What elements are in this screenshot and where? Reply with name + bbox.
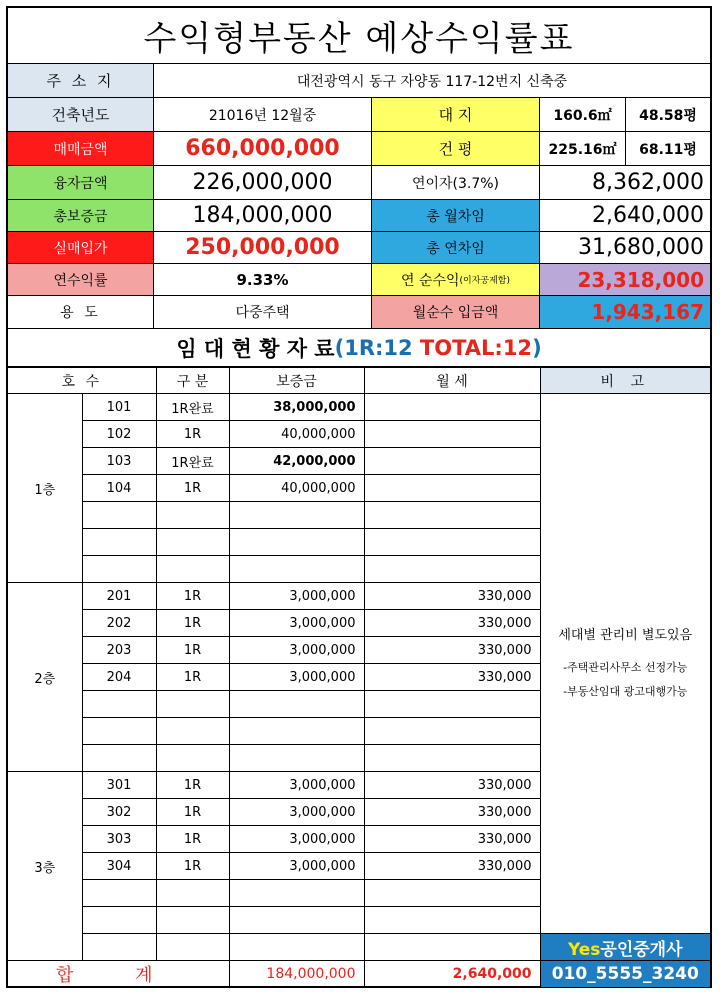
rent-table [8, 367, 710, 988]
room-deposit: 3,000,000 [229, 799, 364, 826]
room-no: 102 [82, 421, 156, 448]
room-deposit: 40,000,000 [229, 421, 364, 448]
net-income-label [372, 264, 540, 296]
room-type: 1R완료 [156, 394, 229, 421]
room-rent: 330,000 [364, 853, 540, 880]
floor-label-3: 3층 [8, 772, 82, 961]
header-notes: 비 고 [540, 368, 710, 394]
table-row [8, 394, 710, 421]
land-pyeong: 48.58평 [626, 98, 710, 132]
room-rent [364, 421, 540, 448]
room-no [82, 880, 156, 907]
room-no: 101 [82, 394, 156, 421]
annual-interest-value: 8,362,000 [540, 166, 710, 200]
rent-section-title [8, 329, 710, 367]
room-no [82, 934, 156, 961]
yield-sheet [6, 6, 712, 988]
room-type [156, 745, 229, 772]
total-label: 합 계 [8, 961, 229, 988]
room-deposit [229, 502, 364, 529]
room-rent [364, 745, 540, 772]
room-rent [364, 934, 540, 961]
monthly-rent-value: 2,640,000 [540, 200, 710, 232]
room-no [82, 529, 156, 556]
notes-cell [540, 394, 710, 934]
room-rent [364, 907, 540, 934]
land-m2: 160.6㎡ [540, 98, 626, 132]
room-rent [364, 475, 540, 502]
monthly-rent-label: 총 월차임 [372, 200, 540, 232]
total-rent: 2,640,000 [364, 961, 540, 988]
room-no [82, 745, 156, 772]
room-no [82, 718, 156, 745]
room-deposit: 3,000,000 [229, 583, 364, 610]
sale-price-value: 660,000,000 [154, 132, 372, 166]
room-no [82, 691, 156, 718]
room-type: 1R [156, 610, 229, 637]
room-deposit [229, 934, 364, 961]
floor-label-1: 1층 [8, 394, 82, 583]
room-no: 202 [82, 610, 156, 637]
room-no: 302 [82, 799, 156, 826]
room-no [82, 907, 156, 934]
room-rent [364, 691, 540, 718]
agency-name: 공인중개사 [600, 939, 683, 960]
room-rent [364, 529, 540, 556]
room-rent: 330,000 [364, 799, 540, 826]
annual-rent-value: 31,680,000 [540, 232, 710, 264]
annual-rent-label: 총 연차임 [372, 232, 540, 264]
net-income-label-note: (이자공제함) [459, 276, 511, 286]
room-type: 1R [156, 664, 229, 691]
built-value: 21016년 12월중 [154, 98, 372, 132]
net-income-label-main: 연 순수익 [400, 272, 460, 289]
address-value: 대전광역시 동구 자양동 117-12번지 신축중 [154, 64, 710, 98]
sale-price-label: 매매금액 [8, 132, 154, 166]
room-no [82, 502, 156, 529]
room-deposit [229, 556, 364, 583]
built-label: 건축년도 [8, 98, 154, 132]
room-deposit: 3,000,000 [229, 826, 364, 853]
room-rent: 330,000 [364, 637, 540, 664]
room-rent: 330,000 [364, 772, 540, 799]
monthly-net-label: 월순수 입금액 [372, 296, 540, 329]
room-no: 203 [82, 637, 156, 664]
room-type: 1R [156, 637, 229, 664]
notes-line-2: -주택관리사무소 선정가능 [563, 661, 688, 674]
room-deposit: 3,000,000 [229, 853, 364, 880]
floor-area-label: 건 평 [372, 132, 540, 166]
room-deposit [229, 529, 364, 556]
notes-line-1: 세대별 관리비 별도있음 [558, 628, 693, 643]
header-type: 구 분 [156, 368, 229, 394]
net-income-value: 23,318,000 [540, 264, 710, 296]
room-no: 201 [82, 583, 156, 610]
room-rent [364, 502, 540, 529]
room-type [156, 502, 229, 529]
address-label: 주 소 지 [8, 64, 154, 98]
room-deposit: 3,000,000 [229, 772, 364, 799]
annual-interest-label: 연이자(3.7%) [372, 166, 540, 200]
notes-line-3: -부동산임대 광고대행가능 [563, 685, 688, 698]
room-no: 303 [82, 826, 156, 853]
room-deposit: 40,000,000 [229, 475, 364, 502]
floor-label-2: 2층 [8, 583, 82, 772]
room-type [156, 907, 229, 934]
room-deposit [229, 880, 364, 907]
room-deposit [229, 907, 364, 934]
room-type: 1R [156, 799, 229, 826]
deposit-total-label: 총보증금 [8, 200, 154, 232]
room-type: 1R완료 [156, 448, 229, 475]
rent-header-row [8, 368, 710, 394]
header-room-no: 호 수 [8, 368, 156, 394]
loan-label: 융자금액 [8, 166, 154, 200]
actual-price-value: 250,000,000 [154, 232, 372, 264]
room-type [156, 880, 229, 907]
loan-value: 226,000,000 [154, 166, 372, 200]
usage-value: 다중주택 [154, 296, 372, 329]
deposit-total-value: 184,000,000 [154, 200, 372, 232]
room-no: 301 [82, 772, 156, 799]
room-rent: 330,000 [364, 583, 540, 610]
room-deposit [229, 745, 364, 772]
agency-yes-cell [540, 934, 710, 961]
room-rent [364, 448, 540, 475]
room-rent [364, 718, 540, 745]
agency-phone: 010_5555_3240 [540, 961, 710, 988]
rent-title-total: TOTAL:12 [419, 335, 533, 360]
page-title: 수익형부동산 예상수익률표 [8, 8, 710, 64]
room-deposit: 3,000,000 [229, 637, 364, 664]
room-deposit: 42,000,000 [229, 448, 364, 475]
room-deposit: 3,000,000 [229, 610, 364, 637]
floor-area-m2: 225.16㎡ [540, 132, 626, 166]
table-row [8, 934, 710, 961]
rent-title-main: 임 대 현 황 자 료 [176, 336, 335, 361]
room-type [156, 691, 229, 718]
room-deposit: 38,000,000 [229, 394, 364, 421]
room-deposit: 3,000,000 [229, 664, 364, 691]
room-type: 1R [156, 826, 229, 853]
floor-area-pyeong: 68.11평 [626, 132, 710, 166]
room-no: 204 [82, 664, 156, 691]
room-rent [364, 556, 540, 583]
room-rent [364, 394, 540, 421]
room-rent: 330,000 [364, 610, 540, 637]
total-row [8, 961, 710, 988]
room-type [156, 556, 229, 583]
total-deposit: 184,000,000 [229, 961, 364, 988]
room-type: 1R [156, 853, 229, 880]
room-type [156, 934, 229, 961]
room-deposit [229, 691, 364, 718]
room-type: 1R [156, 772, 229, 799]
actual-price-label: 실매입가 [8, 232, 154, 264]
yield-label: 연수익률 [8, 264, 154, 296]
room-type: 1R [156, 421, 229, 448]
room-type: 1R [156, 583, 229, 610]
header-rent: 월 세 [364, 368, 540, 394]
monthly-net-value: 1,943,167 [540, 296, 710, 329]
room-rent: 330,000 [364, 826, 540, 853]
room-type [156, 529, 229, 556]
room-no [82, 556, 156, 583]
room-no: 103 [82, 448, 156, 475]
room-rent [364, 880, 540, 907]
yield-value: 9.33% [154, 264, 372, 296]
header-deposit: 보증금 [229, 368, 364, 394]
land-label: 대 지 [372, 98, 540, 132]
room-deposit [229, 718, 364, 745]
rent-title-r1: 1R:12 [344, 335, 413, 360]
room-type: 1R [156, 475, 229, 502]
usage-label: 용 도 [8, 296, 154, 329]
rent-title-open: ( [334, 335, 345, 360]
room-no: 104 [82, 475, 156, 502]
room-type [156, 718, 229, 745]
agency-yes: Yes [567, 939, 601, 960]
room-no: 304 [82, 853, 156, 880]
rent-title-close: ) [532, 335, 542, 360]
room-rent: 330,000 [364, 664, 540, 691]
